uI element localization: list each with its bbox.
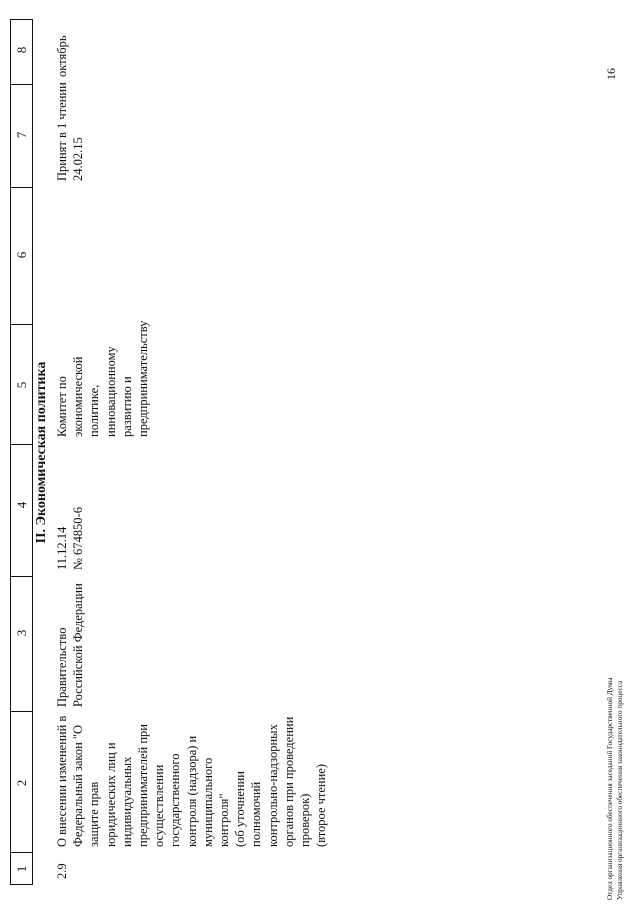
footer-line-2: Управления организационного обеспечения законодательного процесса	[616, 680, 624, 900]
section-title: II. Экономическая политика	[34, 361, 49, 544]
col-divider-5	[10, 324, 33, 325]
text-line: муниципального	[200, 757, 215, 847]
bill-title	[54, 716, 329, 847]
registration	[54, 507, 86, 570]
text-line: 24.02.15	[71, 137, 86, 181]
text-line: инновационному	[103, 346, 118, 437]
col-divider-1	[10, 852, 33, 853]
text-line: государственного	[168, 753, 183, 847]
text-line: органов при проведении	[281, 716, 296, 847]
col-number-3: 3	[14, 629, 29, 637]
row-number: 2.9	[55, 863, 69, 879]
text-line: № 674850-6	[71, 507, 86, 570]
text-line: полномочий	[249, 781, 264, 847]
page-number: 16	[604, 68, 618, 80]
text-line: осуществлении	[152, 764, 167, 847]
text-line: развитию и	[119, 376, 134, 437]
col-number-5: 5	[14, 381, 29, 389]
text-line: Комитет по	[55, 376, 69, 437]
footer-line-1: Отдел организационного обеспечения заседаний Государственной Думы	[606, 677, 614, 900]
text-line: (второе чтение)	[314, 763, 329, 847]
text-line: юридических лиц и	[103, 742, 118, 847]
table-top-border	[10, 20, 11, 885]
text-line: контрольно-надзорных	[265, 724, 280, 847]
col-divider-7	[10, 84, 33, 85]
text-line: политике,	[87, 384, 102, 437]
text-line: предпринимателей при	[136, 724, 151, 847]
text-line: Федеральный закон "О	[71, 724, 86, 847]
initiator	[54, 583, 86, 707]
text-line: Принят в 1 чтении	[55, 82, 69, 181]
text-line: 11.12.14	[55, 526, 69, 570]
col-number-6: 6	[14, 251, 29, 259]
text-line: контроля"	[217, 793, 232, 847]
header-bottom-border	[32, 20, 33, 885]
committee	[54, 321, 151, 437]
text-line: (об уточнении	[233, 771, 248, 847]
col-number-4: 4	[14, 501, 29, 509]
text-line: предпринимательству	[136, 320, 151, 437]
status	[54, 82, 86, 181]
text-line: экономической	[71, 356, 86, 437]
text-line: контроля (надзора) и	[184, 735, 199, 847]
col-divider-2	[10, 711, 33, 712]
month	[54, 35, 70, 77]
text-line: индивидуальных	[119, 756, 134, 847]
text-line: защите прав	[87, 781, 102, 847]
col-number-1: 1	[14, 865, 29, 873]
col-number-7: 7	[14, 131, 29, 139]
col-divider-6	[10, 187, 33, 188]
text-line: О внесении изменений в	[55, 715, 69, 847]
table-left-border	[10, 884, 33, 885]
text-line: Российской Федерации	[71, 583, 86, 707]
text-line: октябрь	[55, 35, 69, 77]
col-number-8: 8	[14, 46, 29, 54]
text-line: Правительство	[55, 627, 69, 707]
col-divider-3	[10, 576, 33, 577]
col-number-2: 2	[14, 779, 29, 787]
col-divider-4	[10, 444, 33, 445]
text-line: проверок)	[298, 793, 313, 847]
table-right-border	[10, 19, 33, 20]
